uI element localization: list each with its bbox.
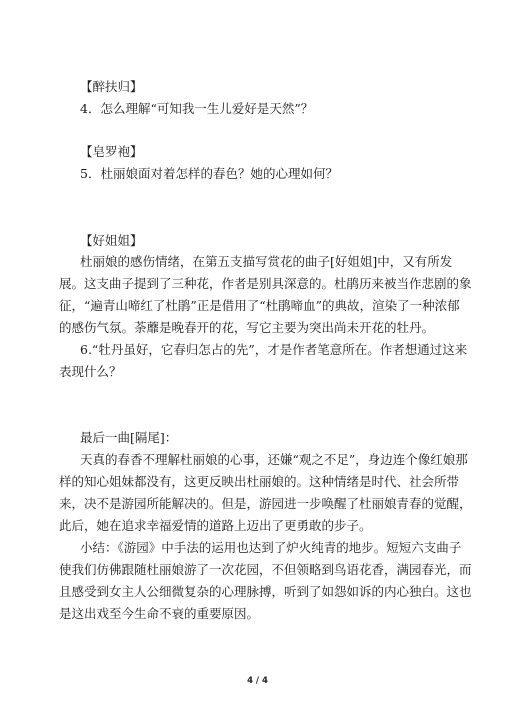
question-5: 5．杜丽娘面对着怎样的春色？她的心理如何？ xyxy=(80,166,338,181)
question-6-line-1: 6.“牡丹虽好，它春归怎占的先”，才是作者笔意所在。作者想通过这来 xyxy=(80,342,468,357)
question-6-line-2: 表现什么？ xyxy=(59,364,122,379)
paragraph-1-line-1: 杜丽娘的感伤情绪，在第五支描写赏花的曲子[好姐姐]中，又有所发 xyxy=(80,254,453,269)
summary-line-4: 是这出戏至今生命不衰的重要原因。 xyxy=(59,606,260,621)
paragraph-1-line-4: 的感伤气氛。荼蘼是晚春开的花，写它主要为突出尚未开花的牡丹。 xyxy=(59,320,435,335)
summary-line-3: 且感受到女主人公细微复杂的心理脉搏，听到了如怨如诉的内心独白。这也 xyxy=(59,584,472,599)
section-heading-zuifugui: 【醉扶归】 xyxy=(80,79,143,94)
section-heading-gewei: 最后一曲[隔尾]： xyxy=(80,430,178,445)
paragraph-2-line-1: 天真的春香不理解杜丽娘的心事，还嫌“观之不足”，身边连个像红娘那 xyxy=(80,452,468,467)
summary-line-2: 使我们仿佛跟随杜丽娘游了一次花园，不但领略到鸟语花香，满园春光，而 xyxy=(59,562,472,577)
paragraph-2-line-4: 此后，她在追求幸福爱情的道路上迈出了更勇敢的步子。 xyxy=(59,518,372,533)
paragraph-2-line-2: 样的知心姐妹都没有，这更反映出杜丽娘的。这种情绪是时代、社会所带 xyxy=(59,474,460,489)
page-number: 4 / 4 xyxy=(247,676,268,686)
question-4: 4．怎么理解“可知我一生儿爱好是天然”？ xyxy=(80,101,314,116)
paragraph-2-line-3: 来，决不是游园所能解决的。但是，游园进一步唤醒了杜丽娘青春的觉醒， xyxy=(59,496,472,511)
paragraph-1-line-2: 展。这支曲子提到了三种花，作者是别具深意的。杜鹃历来被当作悲剧的象 xyxy=(59,276,472,291)
paragraph-1-line-3: 征，“遍青山啼红了杜鹃”正是借用了“杜鹃啼血”的典故，渲染了一种浓郁 xyxy=(59,298,460,313)
section-heading-zaoluopao: 【皂罗袍】 xyxy=(80,144,143,159)
section-heading-haojiejie: 【好姐姐】 xyxy=(80,233,143,248)
summary-line-1: 小结：《游园》中手法的运用也达到了炉火纯青的地步。短短六支曲子 xyxy=(80,540,462,555)
